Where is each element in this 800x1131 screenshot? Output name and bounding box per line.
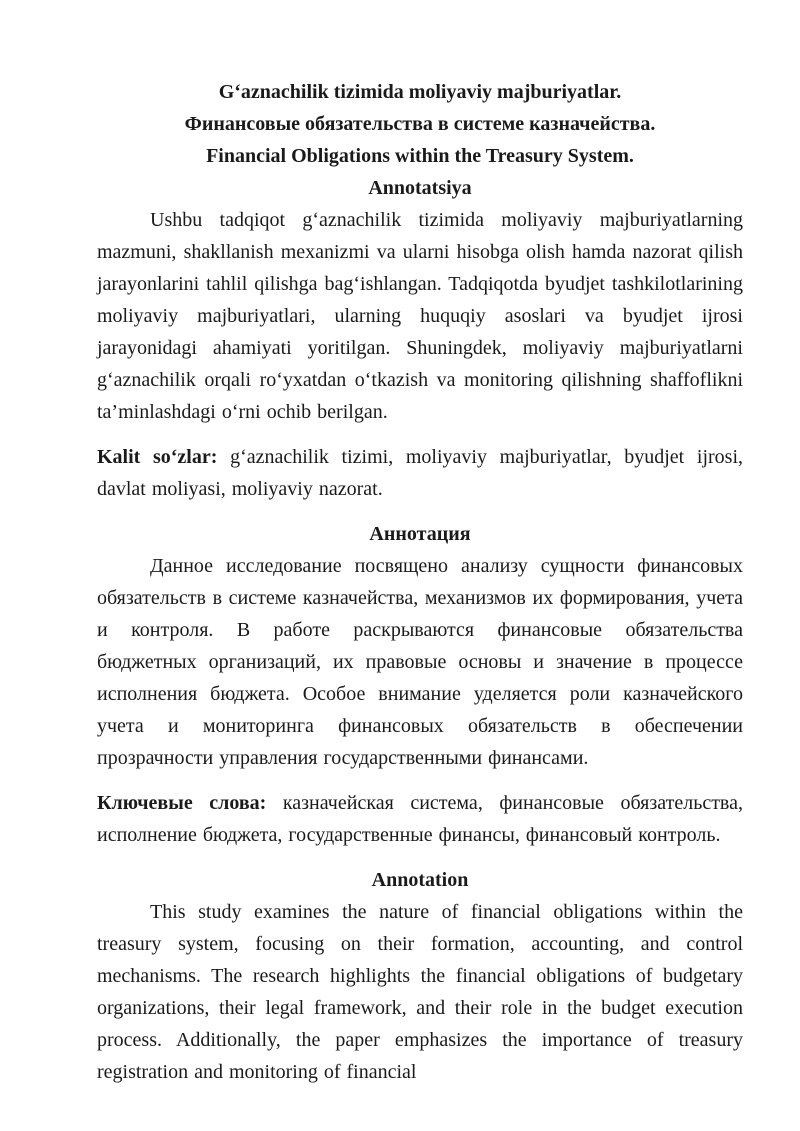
title-russian: Финансовые обязательства в системе казначейства. — [184, 113, 656, 135]
keywords-label-uzbek: Kalit so‘zlar: — [97, 446, 218, 468]
section-heading-annotatsiya: Annotatsiya — [368, 177, 472, 199]
title-english: Financial Obligations within the Treasury System. — [206, 145, 634, 167]
abstract-russian: Данное исследование посвящено анализу сущности финансовых обязательств в системе казначейства, механизмов их формирования, учета и контроля. В работе раскрываются финансовые обязательства бюджетных организаций, их правовые основы и значение в процессе исполнения бюджета. Особое внимание уделяется роли казначейского учета и мониторинга финансовых обязательств в обеспечении прозрачности управления государственными финансами. — [97, 555, 743, 769]
section-heading-annotation: Annotation — [371, 869, 469, 891]
abstract-english: This study examines the nature of financial obligations within the treasury system, focusing on their formation, accounting, and control mechanisms. The research highlights the financial obligations of budgetary organizations, their legal framework, and their role in the budget execution process. Additionally, the paper emphasizes the importance of treasury registration and monitoring of financial — [97, 901, 743, 1083]
keywords-text-uzbek: g‘aznachilik tizimi, moliyaviy majburiyatlar, byudjet ijrosi, davlat moliyasi, moliyaviy nazorat. — [97, 446, 743, 500]
keywords-text-russian: казначейская система, финансовые обязательства, исполнение бюджета, государственные финансы, финансовый контроль. — [97, 792, 743, 846]
keywords-uzbek — [97, 441, 743, 505]
keywords-russian — [97, 787, 743, 851]
abstract-uzbek: Ushbu tadqiqot g‘aznachilik tizimida moliyaviy majburiyatlarning mazmuni, shakllanish mexanizmi va ularni hisobga olish hamda nazorat qilish jarayonlarini tahlil qilishga bag‘ishlangan. Tadqiqotda byudjet tashkilotlarining moliyaviy majburiyatlari, ularning huquqiy asoslari va byudjet ijrosi jarayonidagi ahamiyati yoritilgan. Shuningdek, moliyaviy majburiyatlarni g‘aznachilik orqali ro‘yxatdan o‘tkazish va monitoring qilishning shaffoflikni ta’minlashdagi o‘rni ochib berilgan. — [97, 209, 743, 423]
keywords-label-russian: Ключевые слова: — [97, 792, 267, 814]
section-heading-annotaciya: Аннотация — [369, 523, 471, 545]
title-uzbek: G‘aznachilik tizimida moliyaviy majburiyatlar. — [218, 81, 622, 103]
